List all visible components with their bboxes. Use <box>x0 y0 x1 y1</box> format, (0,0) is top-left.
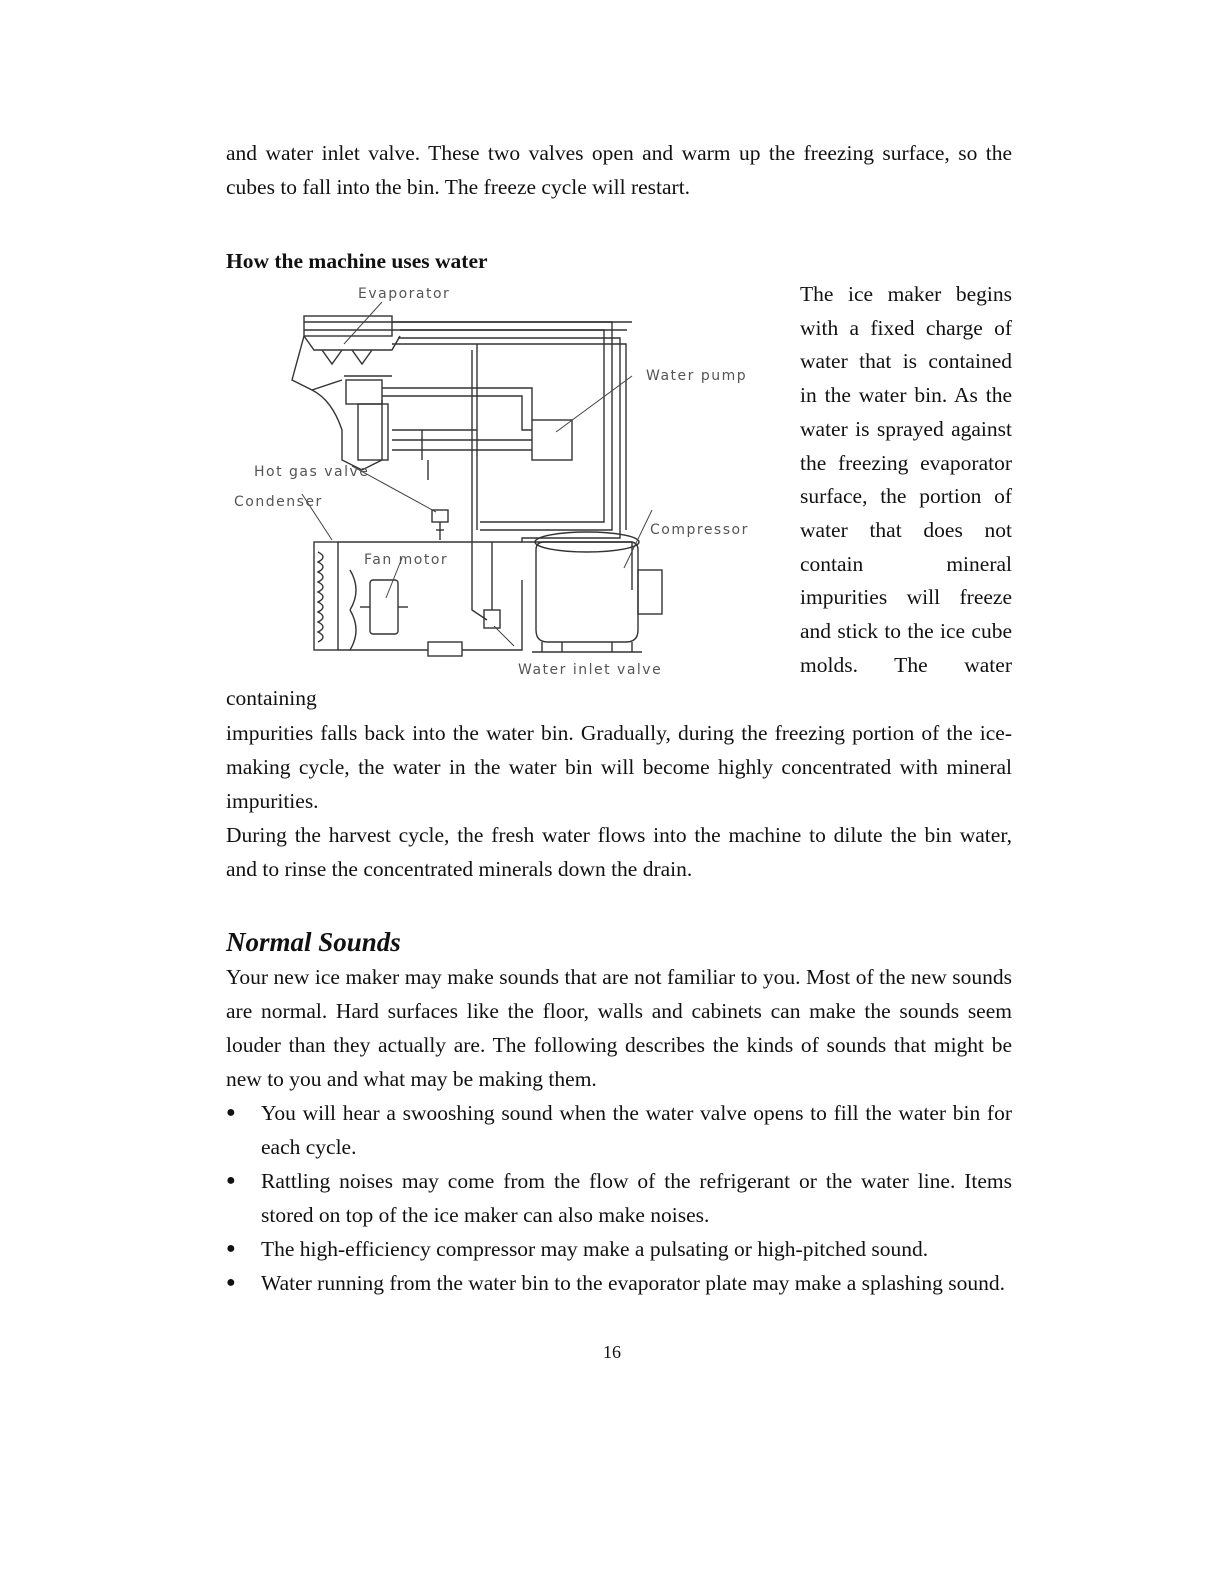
document-page <box>226 136 1012 1300</box>
section-heading-water-usage: How the machine uses water <box>226 249 488 273</box>
bullet-icon: ● <box>226 1104 236 1122</box>
water-usage-paragraph: The ice maker begins with a fixed charge of water that is contained in the water bin. As the water is sprayed against the freezing evaporator surface, the portion of water that does not contain mineral impurities will freeze and stick to the ice cube molds. The water containing <box>226 282 1012 711</box>
label-compressor: Compressor <box>650 522 749 538</box>
list-item <box>226 1096 1012 1164</box>
list-item-text: Rattling noises may come from the flow of the refrigerant or the water line. Items stored on top of the ice maker can also make noises. <box>261 1169 1012 1228</box>
bullet-icon: ● <box>226 1240 236 1258</box>
label-fan-motor: Fan motor <box>364 552 449 568</box>
label-water-inlet-valve: Water inlet valve <box>518 662 663 678</box>
hot-gas-valve-body <box>432 510 448 522</box>
bullet-icon: ● <box>226 1274 236 1292</box>
fan-motor-body <box>370 580 398 634</box>
normal-sounds-intro: Your new ice maker may make sounds that are not familiar to you. Most of the new sounds are normal. Hard surfaces like the floor, walls and cabinets can make the sounds seem louder than they actually are. The following describes the kinds of sounds that might be new to you and what may be making them. <box>226 965 1012 1092</box>
label-water-pump: Water pump <box>646 368 748 384</box>
label-evaporator: Evaporator <box>358 286 451 302</box>
evaporator-plate <box>304 316 392 336</box>
label-hot-gas-valve: Hot gas valve <box>254 464 370 480</box>
sounds-list <box>226 1096 1012 1300</box>
diagram-text-wrap <box>226 278 1012 716</box>
list-item-text: The high-efficiency compressor may make a pulsating or high-pitched sound. <box>261 1237 929 1262</box>
condenser-coil <box>314 542 338 650</box>
page-number: 16 <box>603 1342 621 1362</box>
list-item-text: You will hear a swooshing sound when the water valve opens to fill the water bin for each cycle. <box>261 1101 1012 1160</box>
list-item <box>226 1266 1012 1300</box>
section-title-normal-sounds: Normal Sounds <box>226 927 401 958</box>
bullet-icon: ● <box>226 1172 236 1190</box>
fan-blade <box>350 570 356 650</box>
harvest-cycle-paragraph: During the harvest cycle, the fresh water flows into the machine to dilute the bin water, and to rinse the concentrated minerals down the drain. <box>226 823 1012 882</box>
label-condenser: Condenser <box>234 494 323 510</box>
list-item <box>226 1164 1012 1232</box>
water-usage-continued: impurities falls back into the water bin. Gradually, during the freezing portion of the ice-making cycle, the water in the water bin will become highly concentrated with mineral impurities. <box>226 721 1012 814</box>
filter-drier <box>428 642 462 656</box>
list-item <box>226 1232 1012 1266</box>
ice-maker-schematic <box>232 280 772 680</box>
compressor-body <box>536 542 638 642</box>
ice-maker-diagram <box>232 280 772 680</box>
water-bin-outlet <box>346 380 382 404</box>
intro-paragraph: and water inlet valve. These two valves open and warm up the freezing surface, so the cubes to fall into the bin. The freeze cycle will restart. <box>226 141 1012 199</box>
list-item-text: Water running from the water bin to the evaporator plate may make a splashing sound. <box>261 1271 1005 1296</box>
water-pump-body <box>532 420 572 460</box>
